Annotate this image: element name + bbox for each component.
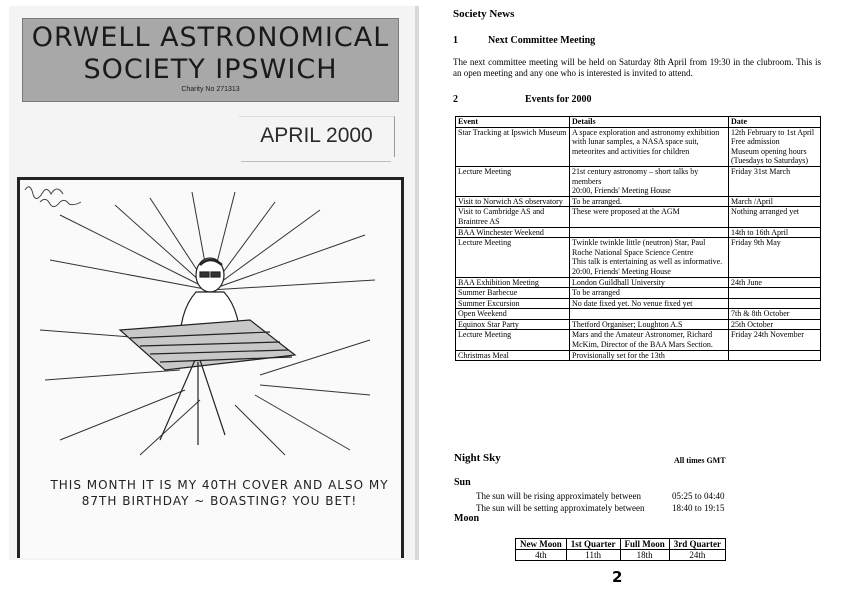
moon-phase-date: 24th bbox=[669, 550, 725, 561]
event-name-cell: BAA Winchester Weekend bbox=[456, 227, 570, 238]
event-details-cell: These were proposed at the AGM bbox=[570, 207, 729, 227]
table-row bbox=[456, 166, 821, 196]
sunset-times: 18:40 to 19:15 bbox=[672, 503, 725, 513]
sunrise-times: 05:25 to 04:40 bbox=[672, 491, 725, 501]
column-header: Details bbox=[570, 117, 729, 128]
newsletter-page bbox=[452, 0, 832, 595]
masthead-title-line2: SOCIETY IPSWICH bbox=[83, 54, 338, 85]
event-date-cell bbox=[729, 350, 821, 361]
event-date-cell bbox=[729, 288, 821, 299]
event-details-cell: Provisionally set for the 13th bbox=[570, 350, 729, 361]
event-name-cell: Equinox Star Party bbox=[456, 319, 570, 330]
event-date-cell: Friday 24th November bbox=[729, 330, 821, 350]
table-row bbox=[456, 288, 821, 299]
event-details-cell: Mars and the Amateur Astronomer, Richard McKim, Director of the BAA Mars Section. bbox=[570, 330, 729, 350]
table-row bbox=[456, 298, 821, 309]
event-name-cell: BAA Exhibition Meeting bbox=[456, 277, 570, 288]
event-date-cell: 24th June bbox=[729, 277, 821, 288]
moon-phase-label: 3rd Quarter bbox=[669, 539, 725, 550]
table-header-row bbox=[456, 117, 821, 128]
event-name-cell: Lecture Meeting bbox=[456, 166, 570, 196]
event-details-cell: To be arranged. bbox=[570, 196, 729, 207]
event-date-cell: 7th & 8th October bbox=[729, 309, 821, 320]
night-sky-heading: Night Sky bbox=[454, 452, 501, 464]
masthead bbox=[22, 18, 399, 102]
event-details-cell: No date fixed yet. No venue fixed yet bbox=[570, 298, 729, 309]
events-table bbox=[455, 116, 821, 361]
page-edge bbox=[415, 6, 419, 560]
section-title: Events for 2000 bbox=[525, 94, 592, 105]
cover-page bbox=[9, 6, 419, 560]
event-date-cell: Nothing arranged yet bbox=[729, 207, 821, 227]
event-name-cell: Visit to Norwich AS observatory bbox=[456, 196, 570, 207]
sun-heading: Sun bbox=[454, 477, 471, 488]
issue-date-box bbox=[239, 116, 395, 157]
event-details-cell: London Guildhall University bbox=[570, 277, 729, 288]
moon-phase-label: New Moon bbox=[516, 539, 567, 550]
moon-date-row bbox=[516, 550, 726, 561]
event-name-cell: Summer Excursion bbox=[456, 298, 570, 309]
committee-meeting-text: The next committee meeting will be held on Saturday 8th April from 19:30 in the clubroom. This is an open meeting and any one who is interested is invited to attend. bbox=[453, 57, 821, 78]
divider bbox=[241, 161, 391, 162]
artist-signature bbox=[20, 180, 100, 210]
event-date-cell: March /April bbox=[729, 196, 821, 207]
event-name-cell: Summer Barbecue bbox=[456, 288, 570, 299]
table-row bbox=[456, 330, 821, 350]
moon-phase-date: 11th bbox=[566, 550, 620, 561]
table-row bbox=[456, 350, 821, 361]
event-name-cell: Open Weekend bbox=[456, 309, 570, 320]
table-row bbox=[456, 309, 821, 320]
event-date-cell: 25th October bbox=[729, 319, 821, 330]
moon-header-row bbox=[516, 539, 726, 550]
moon-phase-label: 1st Quarter bbox=[566, 539, 620, 550]
charity-number: Charity No 271313 bbox=[181, 86, 240, 93]
event-details-cell: Thetford Organiser; Loughton A.S bbox=[570, 319, 729, 330]
event-details-cell: A space exploration and astronomy exhibition with lunar samples, a NASA space suit, meteorites and activities for children bbox=[570, 127, 729, 166]
moon-phase-date: 18th bbox=[620, 550, 669, 561]
section-title: Next Committee Meeting bbox=[488, 35, 596, 46]
event-date-cell: 14th to 16th April bbox=[729, 227, 821, 238]
moon-phase-label: Full Moon bbox=[620, 539, 669, 550]
event-details-cell: To be arranged bbox=[570, 288, 729, 299]
event-date-cell: Friday 9th May bbox=[729, 238, 821, 277]
masthead-title-line1: ORWELL ASTRONOMICAL bbox=[31, 22, 390, 53]
table-row bbox=[456, 207, 821, 227]
cover-illustration bbox=[17, 177, 404, 558]
event-date-cell: 12th February to 1st April Free admission Museum opening hours (Tuesdays to Saturdays) bbox=[729, 127, 821, 166]
table-row bbox=[456, 238, 821, 277]
event-name-cell: Star Tracking at Ipswich Museum bbox=[456, 127, 570, 166]
event-name-cell: Christmas Meal bbox=[456, 350, 570, 361]
issue-date: APRIL 2000 bbox=[260, 124, 373, 147]
sunrise-text: The sun will be rising approximately between bbox=[476, 491, 641, 501]
section-number: 2 bbox=[453, 94, 458, 105]
event-details-cell: 21st century astronomy – short talks by members 20:00, Friends' Meeting House bbox=[570, 166, 729, 196]
section-number: 1 bbox=[453, 35, 458, 46]
event-name-cell: Lecture Meeting bbox=[456, 238, 570, 277]
telescope bbox=[120, 320, 295, 445]
table-row bbox=[456, 196, 821, 207]
society-news-heading: Society News bbox=[453, 8, 515, 20]
column-header: Date bbox=[729, 117, 821, 128]
event-date-cell: Friday 31st March bbox=[729, 166, 821, 196]
table-row bbox=[456, 319, 821, 330]
event-details-cell: Twinkle twinkle little (neutron) Star, Paul Roche National Space Science Centre This talk is entertaining as well as informative. 20:00, Friends' Meeting House bbox=[570, 238, 729, 277]
time-zone-note: All times GMT bbox=[674, 456, 726, 465]
sunset-text: The sun will be setting approximately between bbox=[476, 503, 645, 513]
event-name-cell: Lecture Meeting bbox=[456, 330, 570, 350]
moon-phase-table bbox=[515, 538, 726, 561]
page-number: 2 bbox=[612, 568, 623, 586]
table-row bbox=[456, 227, 821, 238]
moon-phase-date: 4th bbox=[516, 550, 567, 561]
event-name-cell: Visit to Cambridge AS and Braintree AS bbox=[456, 207, 570, 227]
cover-caption-line2: 87TH BIRTHDAY ~ BOASTING? YOU BET! bbox=[81, 494, 358, 508]
column-header: Event bbox=[456, 117, 570, 128]
event-details-cell bbox=[570, 309, 729, 320]
event-details-cell bbox=[570, 227, 729, 238]
cover-caption-line1: THIS MONTH IT IS MY 40TH COVER AND ALSO MY bbox=[50, 478, 389, 492]
event-date-cell bbox=[729, 298, 821, 309]
table-row bbox=[456, 127, 821, 166]
table-row bbox=[456, 277, 821, 288]
moon-heading: Moon bbox=[454, 513, 479, 524]
